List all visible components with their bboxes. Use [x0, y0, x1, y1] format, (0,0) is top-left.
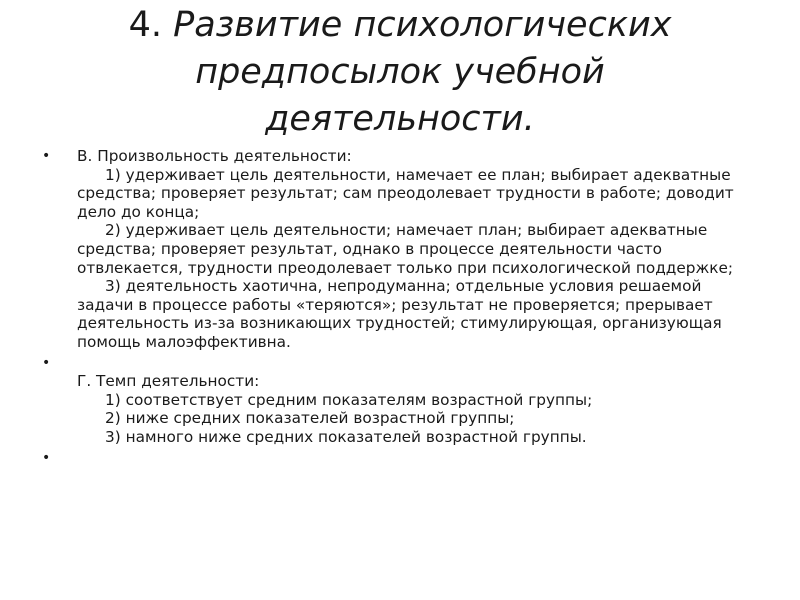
bullet-empty [42, 449, 762, 468]
bullet-icon: • [42, 449, 51, 466]
section-g-item-2: 2) ниже средних показателей возрастной группы; [105, 409, 515, 428]
section-b-heading: В. Произвольность деятельности: [77, 147, 352, 165]
slide-title [60, 2, 740, 143]
slide-body [42, 147, 762, 467]
empty-line [77, 449, 762, 468]
bullet-icon: • [42, 148, 51, 164]
bullet-section-g [42, 354, 762, 447]
slide-title-text: Развитие психологических предпосылок учебной деятельности. [173, 5, 672, 139]
bullet-icon: • [42, 354, 51, 371]
section-g-item-1: 1) соответствует средним показателям возрастной группы; [105, 390, 593, 409]
section-b-item-2: 2) удерживает цель деятельности; намечает план; выбирает адекватные средства; проверяет результат, однако в процессе деятельности часто отвлекается, трудности преодолевает только при психологической поддержке; [77, 221, 734, 277]
section-g-item-3: 3) намного ниже средних показателей возрастной группы. [105, 427, 587, 446]
slide-title-number: 4. [128, 5, 162, 45]
section-b-item-3: 3) деятельность хаотична, непродуманна; отдельные условия решаемой задачи в процессе работы «теряются»; результат не проверяется; прерывает деятельность из-за возникающих трудностей; стимулирующая, организующая помощь малоэффективна. [77, 277, 727, 351]
section-b-item-1: 1) удерживает цель деятельности, намечает ее план; выбирает адекватные средства; проверяет результат; сам преодолевает трудности в работе; доводит дело до конца; [77, 165, 739, 221]
bullet-section-b [42, 147, 762, 352]
empty-line [77, 354, 762, 373]
section-g-heading: Г. Темп деятельности: [77, 372, 260, 391]
